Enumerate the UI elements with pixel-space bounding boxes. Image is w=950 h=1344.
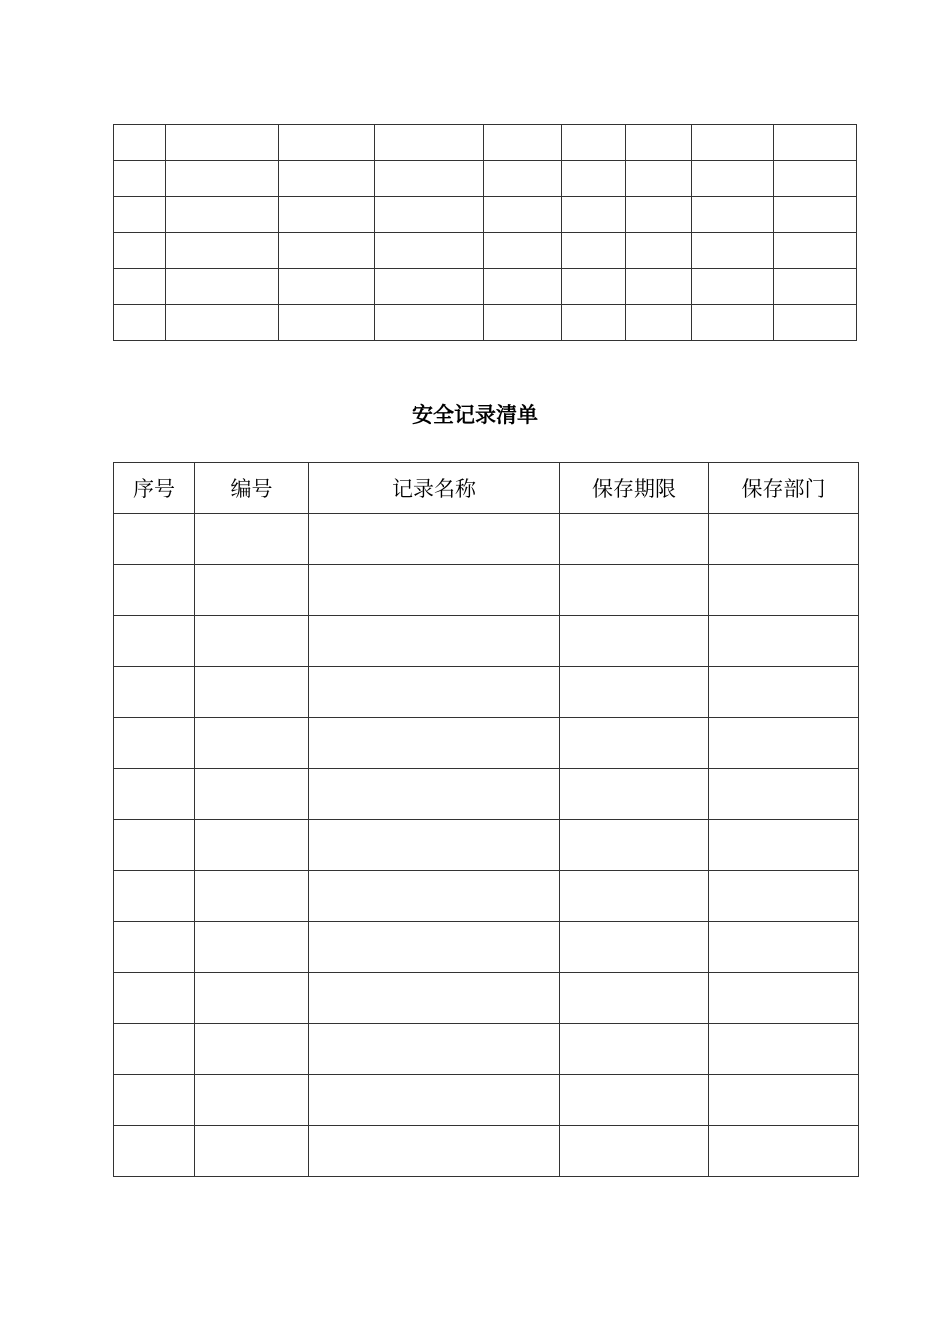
table-cell — [626, 305, 692, 341]
table-cell — [114, 269, 166, 305]
table-cell — [560, 1024, 709, 1075]
table-cell — [774, 305, 857, 341]
table-cell — [692, 125, 774, 161]
header-retention-period: 保存期限 — [560, 463, 709, 514]
table-cell — [279, 269, 375, 305]
table-cell — [114, 565, 195, 616]
table-cell — [309, 616, 560, 667]
table-cell — [114, 1126, 195, 1177]
table-cell — [692, 161, 774, 197]
table-cell — [560, 1126, 709, 1177]
table-cell — [562, 233, 626, 269]
table-cell — [774, 197, 857, 233]
table-cell — [195, 973, 309, 1024]
table-cell — [375, 305, 484, 341]
table-row — [114, 616, 859, 667]
table-cell — [626, 233, 692, 269]
table-row — [114, 125, 857, 161]
table-cell — [709, 667, 859, 718]
table-row — [114, 718, 859, 769]
table-cell — [114, 820, 195, 871]
table-cell — [560, 1075, 709, 1126]
header-record-name: 记录名称 — [309, 463, 560, 514]
header-serial-number: 序号 — [114, 463, 195, 514]
table-cell — [166, 305, 279, 341]
table-row — [114, 161, 857, 197]
header-department: 保存部门 — [709, 463, 859, 514]
table-cell — [562, 197, 626, 233]
table-cell — [560, 718, 709, 769]
table-cell — [562, 161, 626, 197]
safety-record-list-table — [113, 462, 859, 1177]
table-cell — [709, 514, 859, 565]
table-cell — [375, 197, 484, 233]
table-cell — [195, 1126, 309, 1177]
table-cell — [309, 1126, 560, 1177]
table-row — [114, 305, 857, 341]
table-row — [114, 1024, 859, 1075]
table-cell — [166, 269, 279, 305]
table-cell — [626, 125, 692, 161]
table-cell — [626, 269, 692, 305]
table-cell — [484, 125, 562, 161]
table-cell — [279, 125, 375, 161]
table-cell — [195, 718, 309, 769]
table-cell — [279, 161, 375, 197]
table-cell — [375, 233, 484, 269]
table-cell — [375, 125, 484, 161]
table-cell — [709, 565, 859, 616]
table-cell — [309, 718, 560, 769]
table-row — [114, 667, 859, 718]
table-cell — [560, 769, 709, 820]
table-cell — [166, 161, 279, 197]
table-cell — [774, 233, 857, 269]
table-row — [114, 233, 857, 269]
table-cell — [626, 197, 692, 233]
table-cell — [114, 233, 166, 269]
table-cell — [114, 197, 166, 233]
table-row — [114, 973, 859, 1024]
table-cell — [692, 233, 774, 269]
page-title: 安全记录清单 — [412, 403, 538, 427]
table-cell — [709, 1126, 859, 1177]
table-cell — [774, 125, 857, 161]
table-cell — [484, 161, 562, 197]
table-cell — [309, 769, 560, 820]
table-cell — [692, 197, 774, 233]
table-row — [114, 1075, 859, 1126]
table-cell — [709, 769, 859, 820]
table-row — [114, 197, 857, 233]
table-cell — [166, 125, 279, 161]
table-cell — [114, 973, 195, 1024]
table-cell — [166, 197, 279, 233]
table-cell — [195, 514, 309, 565]
table-cell — [309, 667, 560, 718]
table-cell — [195, 565, 309, 616]
table-cell — [114, 667, 195, 718]
table-cell — [560, 514, 709, 565]
table-cell — [560, 616, 709, 667]
table-cell — [114, 922, 195, 973]
table-cell — [709, 973, 859, 1024]
table-row — [114, 820, 859, 871]
table-cell — [375, 269, 484, 305]
table-cell — [484, 305, 562, 341]
table-cell — [166, 233, 279, 269]
table-cell — [709, 718, 859, 769]
table-cell — [114, 514, 195, 565]
table-cell — [560, 973, 709, 1024]
table-cell — [114, 769, 195, 820]
table-cell — [309, 973, 560, 1024]
table-cell — [692, 269, 774, 305]
table-cell — [484, 269, 562, 305]
table-cell — [195, 769, 309, 820]
continuation-table-body — [114, 125, 857, 341]
table-row — [114, 514, 859, 565]
table-row — [114, 269, 857, 305]
table-cell — [114, 125, 166, 161]
table-cell — [279, 197, 375, 233]
table-cell — [195, 922, 309, 973]
table-cell — [195, 1075, 309, 1126]
table-cell — [309, 1024, 560, 1075]
table-cell — [309, 871, 560, 922]
table-row — [114, 1126, 859, 1177]
table-cell — [195, 667, 309, 718]
table-cell — [114, 616, 195, 667]
table-cell — [484, 233, 562, 269]
table-cell — [309, 922, 560, 973]
table-cell — [560, 667, 709, 718]
table-cell — [195, 616, 309, 667]
table-cell — [562, 125, 626, 161]
table-row — [114, 871, 859, 922]
table-cell — [692, 305, 774, 341]
table-row — [114, 769, 859, 820]
table-cell — [709, 1024, 859, 1075]
table-cell — [375, 161, 484, 197]
table-cell — [309, 565, 560, 616]
table-cell — [195, 820, 309, 871]
table-cell — [279, 233, 375, 269]
table-cell — [195, 871, 309, 922]
table-cell — [114, 305, 166, 341]
table-cell — [709, 616, 859, 667]
table-cell — [309, 820, 560, 871]
table-cell — [114, 871, 195, 922]
table-row — [114, 922, 859, 973]
table-cell — [114, 161, 166, 197]
table-cell — [709, 922, 859, 973]
table-row — [114, 565, 859, 616]
table-cell — [709, 871, 859, 922]
table-cell — [709, 1075, 859, 1126]
table-cell — [309, 1075, 560, 1126]
table-cell — [195, 1024, 309, 1075]
record-table-body — [114, 514, 859, 1177]
table-cell — [709, 820, 859, 871]
table-cell — [114, 1075, 195, 1126]
table-cell — [562, 305, 626, 341]
table-header-row — [114, 463, 859, 514]
table-cell — [560, 922, 709, 973]
table-cell — [560, 820, 709, 871]
table-cell — [114, 1024, 195, 1075]
table-cell — [309, 514, 560, 565]
continuation-table — [113, 124, 857, 341]
table-cell — [626, 161, 692, 197]
table-cell — [279, 305, 375, 341]
table-cell — [774, 161, 857, 197]
table-cell — [562, 269, 626, 305]
table-cell — [560, 871, 709, 922]
table-cell — [774, 269, 857, 305]
table-cell — [484, 197, 562, 233]
header-code: 编号 — [195, 463, 309, 514]
table-cell — [114, 718, 195, 769]
table-cell — [560, 565, 709, 616]
